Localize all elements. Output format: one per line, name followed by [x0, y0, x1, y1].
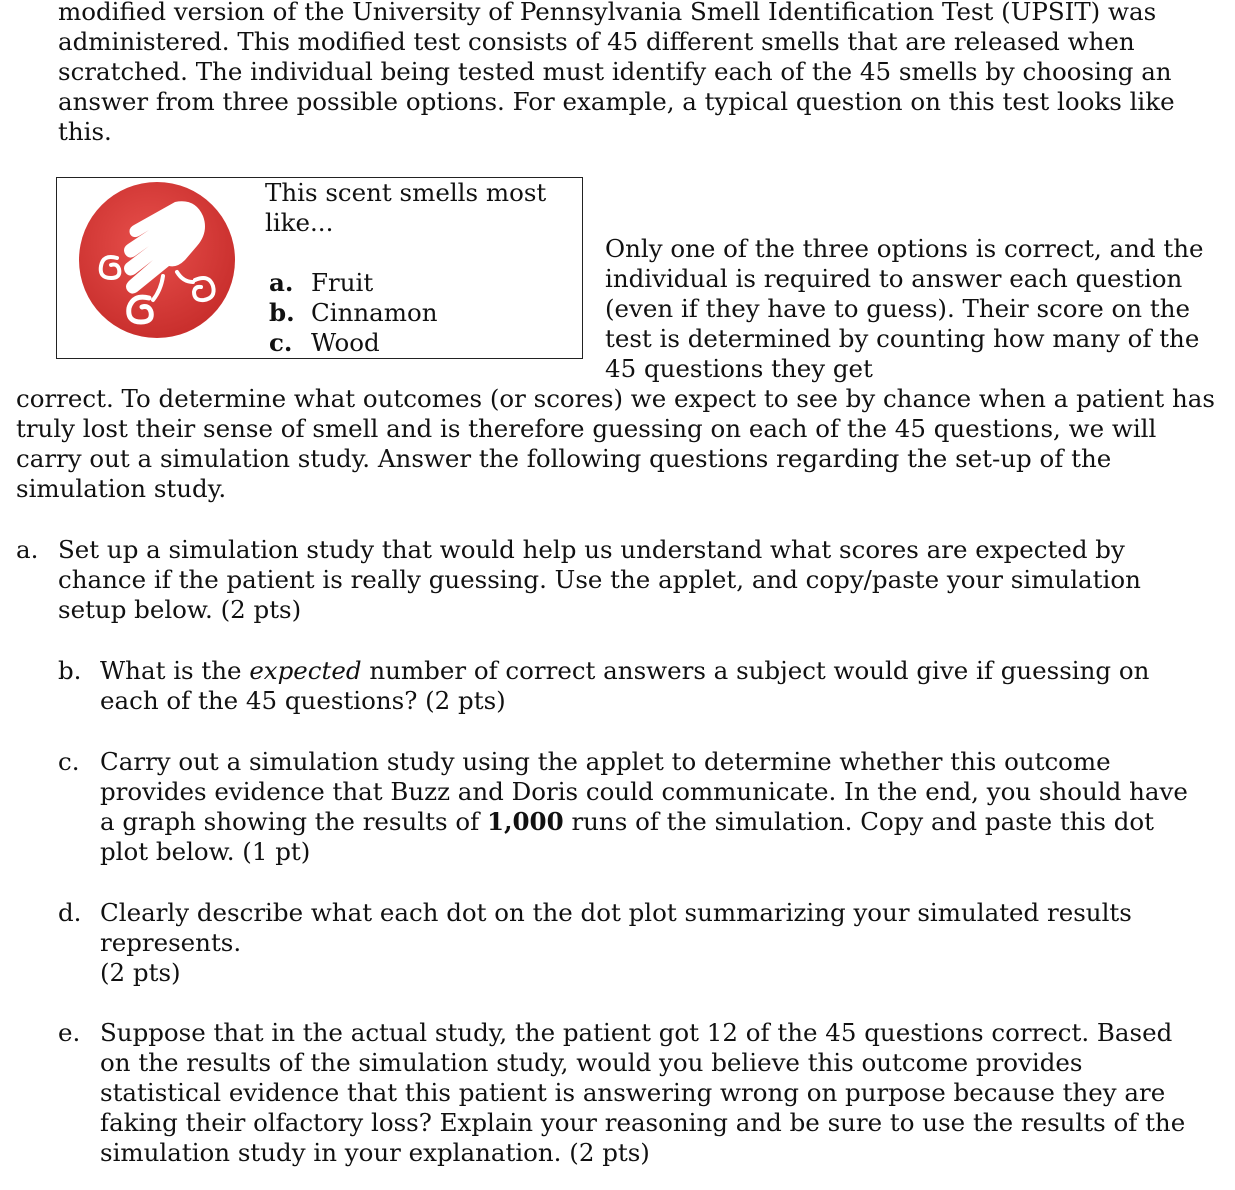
question-b-text: What is the expected number of correct answers a subject would give if guessing on each of the 45 questions? (2 pts) — [100, 656, 1150, 715]
question-d-letter: d. — [58, 898, 82, 927]
intro-paragraph: modified version of the University of Pennsylvania Smell Identification Test (UPSIT) was administered. This modified test consists of 45 different smells that are released when scratched. The individual being tested must identify each of the 45 smells by choosing an answer from three possible options. For example, a typical question on this test looks like this. — [58, 0, 1175, 146]
question-d-text: Clearly describe what each dot on the dot plot summarizing your simulated results represents. (2 pts) — [100, 898, 1132, 987]
example-options-list — [269, 268, 438, 358]
option-fruit: a. Fruit — [269, 268, 374, 297]
example-question-box — [56, 177, 583, 359]
question-c-text: Carry out a simulation study using the applet to determine whether this outcome provides evidence that Buzz and Doris could communicate. In the end, you should have a graph showing the results of 1,000 runs of the simulation. Copy and paste this dot plot below. (1 pt) — [100, 747, 1188, 866]
option-wood: c. Wood — [269, 328, 380, 357]
question-e-letter: e. — [58, 1018, 81, 1047]
question-b-letter: b. — [58, 656, 82, 685]
question-c-letter: c. — [58, 747, 80, 776]
question-a-text: Set up a simulation study that would help us understand what scores are expected by chance if the patient is really guessing. Use the applet, and copy/paste your simulation setup below. (2 pts) — [58, 535, 1141, 624]
example-prompt: This scent smells most like... — [265, 178, 547, 237]
question-e-text: Suppose that in the actual study, the patient got 12 of the 45 questions correct. Based on the results of the simulation study, would you believe this outcome provides statistical evidence that this patient is answering wrong on purpose because they are faking their olfactory loss? Explain your reasoning and be sure to use the results of the simulation study in your explanation. (2 pts) — [100, 1018, 1186, 1167]
question-a-letter: a. — [16, 535, 39, 564]
side-paragraph: Only one of the three options is correct, and the individual is required to answer each question (even if they have to guess). Their score on the test is determined by counting how many of the 45 questions they get — [605, 234, 1204, 383]
scratch-and-sniff-hand-icon — [77, 180, 237, 340]
wrap-paragraph: correct. To determine what outcomes (or scores) we expect to see by chance when a patient has truly lost their sense of smell and is therefore guessing on each of the 45 questions, we will carry out a simulation study. Answer the following questions regarding the set-up of the simulation study. — [16, 384, 1215, 503]
option-cinnamon: b. Cinnamon — [269, 298, 438, 327]
